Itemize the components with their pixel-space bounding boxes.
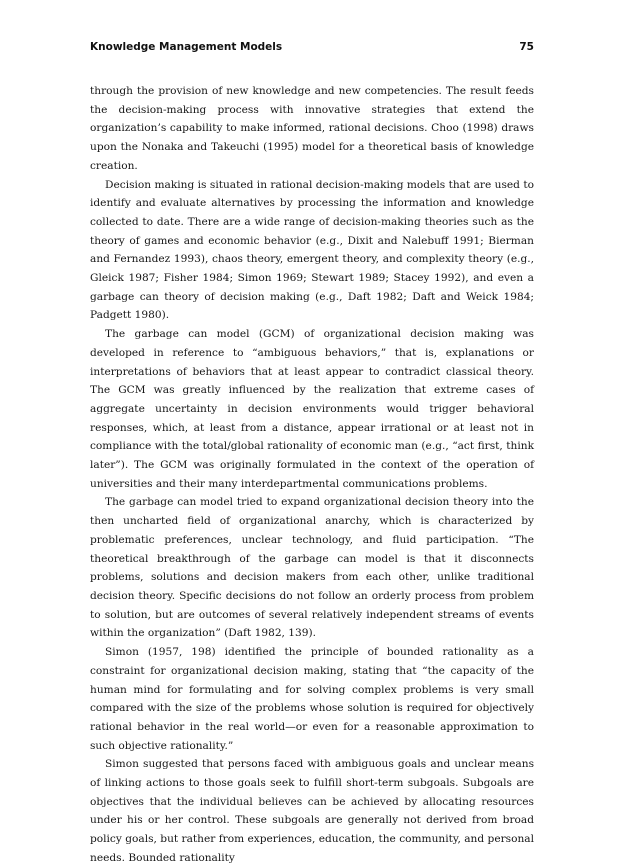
paragraph-organizational-anarchy: The garbage can model tried to expand organizational decision theory into the then uncharted field of organizational anarchy, which is characterized by problematic preferences, unclear technology, and fluid participation. “The theoretical breakthrough of the garbage can model is that it disconnects problems, solutions and decision makers from each other, unlike traditional decision theory. Specific decisions do not follow an orderly process from problem to solution, but are outcomes of several relatively independent streams of events within the organization” (Daft 1982, 139). xyxy=(90,496,534,640)
running-head xyxy=(90,41,534,57)
page-number: 75 xyxy=(519,41,534,53)
paragraph-subgoals: Simon suggested that persons faced with ambiguous goals and unclear means of linking actions to those goals seek to fulfill short-term subgoals. Subgoals are objectives that the individual believes can be achieved by allocating resources under his or her control. These subgoals are generally not derived from broad policy goals, but rather from experiences, education, the community, and personal needs. Bounded rationality xyxy=(90,758,534,864)
running-head-title: Knowledge Management Models xyxy=(90,41,283,53)
paragraph-bounded-rationality: Simon (1957, 198) identified the principle of bounded rationality as a constraint for organizational decision making, stating that “the capacity of the human mind for formulating and for solving complex problems is very small compared with the size of the problems whose solution is required for objectively rational behavior in the real world—or even for a reasonable approximation to such objective rationality.” xyxy=(90,646,534,752)
paragraph-continued: through the provision of new knowledge and new competencies. The result feeds the decision-making process with innovative strategies that extend the organization’s capability to make informed, rational decisions. Choo (1998) draws upon the Nonaka and Takeuchi (1995) model for a theoretical basis of knowledge creation. xyxy=(90,85,534,172)
paragraph-decision-making: Decision making is situated in rational decision-making models that are used to identify and evaluate alternatives by processing the information and knowledge collected to date. There are a wide range of decision-making theories such as the theory of games and economic behavior (e.g., Dixit and Nalebuff 1991; Bierman and Fernandez 1993), chaos theory, emergent theory, and complexity theory (e.g., Gleick 1987; Fisher 1984; Simon 1969; Stewart 1989; Stacey 1992), and even a garbage can theory of decision making (e.g., Daft 1982; Daft and Weick 1984; Padgett 1980). xyxy=(90,178,534,322)
paragraph-garbage-can-model: The garbage can model (GCM) of organizational decision making was developed in reference to “ambiguous behaviors,” that is, explanations or interpretations of behaviors that at least appear to contradict classical theory. The GCM was greatly influenced by the realization that extreme cases of aggregate uncertainty in decision environments would trigger behavioral responses, which, at least from a distance, appear irrational or at least not in compliance with the total/global rationality of economic man (e.g., “act first, think later”). The GCM was originally formulated in the context of the operation of universities and their many interdepartmental communications problems. xyxy=(90,328,534,490)
body-text xyxy=(90,82,534,868)
